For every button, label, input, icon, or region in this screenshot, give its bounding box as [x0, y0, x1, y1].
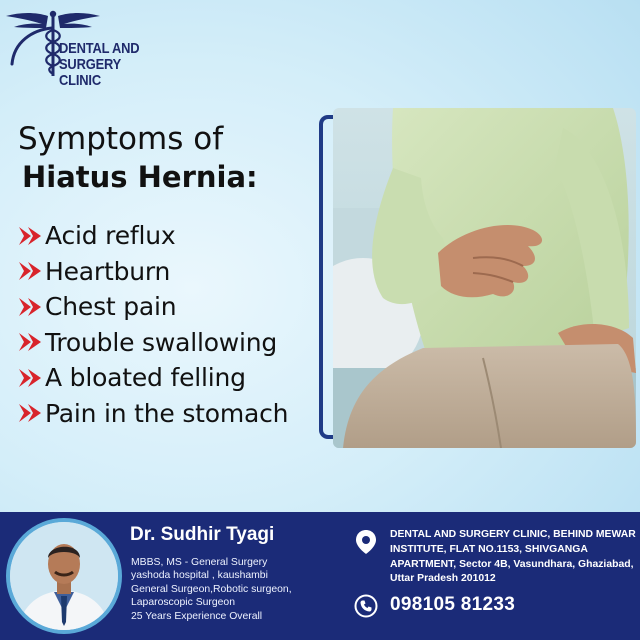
red-arrow-bullet-icon: [18, 226, 42, 246]
logo-text-line2: SURGERY CLINIC: [59, 56, 121, 89]
logo-wordmark: [59, 41, 160, 89]
clinic-address: DENTAL AND SURGERY CLINIC, BEHIND MEWAR INSTITUTE, FLAT NO.1153, SHIVGANGA APARTMENT, Sector 4B, Vasundhara, Ghaziabad, Uttar Pradesh 201012: [390, 529, 636, 585]
red-arrow-bullet-icon: [18, 261, 42, 281]
red-arrow-bullet-icon: [18, 297, 42, 317]
phone-number[interactable]: 098105 81233: [390, 594, 516, 615]
location-pin-icon: [355, 529, 377, 555]
list-item: [18, 289, 288, 325]
logo-text-line1: DENTAL AND: [59, 40, 140, 57]
symptom-label: Chest pain: [45, 292, 177, 322]
list-item: [18, 325, 288, 361]
symptom-label: Acid reflux: [45, 221, 176, 251]
qualification-line: Laparoscopic Surgeon: [131, 597, 235, 609]
person-holding-stomach-photo: [333, 108, 636, 448]
headline-line1: Symptoms of: [18, 121, 224, 157]
qualification-line: 25 Years Experience Overall: [131, 610, 263, 622]
red-arrow-bullet-icon: [18, 403, 42, 423]
red-arrow-bullet-icon: [18, 332, 42, 352]
phone-icon: [354, 594, 378, 618]
person-holding-stomach-illustration: [333, 108, 636, 448]
symptom-label: Trouble swallowing: [45, 327, 278, 357]
avatar: [6, 518, 122, 634]
headline-line2: Hiatus Hernia:: [22, 160, 258, 194]
list-item: [18, 396, 288, 432]
doctor-name: Dr. Sudhir Tyagi: [130, 524, 275, 545]
qualification-line: General Surgeon,Robotic surgeon,: [131, 583, 292, 595]
clinic-logo: [6, 8, 176, 89]
symptom-label: A bloated felling: [45, 363, 246, 393]
qualification-line: yashoda hospital , kaushambi: [131, 570, 268, 582]
symptoms-list: [18, 218, 288, 431]
doctor-portrait: [10, 522, 118, 630]
footer-banner: [0, 512, 640, 640]
symptom-label: Heartburn: [45, 256, 171, 286]
doctor-qualifications: [131, 556, 292, 623]
list-item: [18, 218, 288, 254]
red-arrow-bullet-icon: [18, 368, 42, 388]
qualification-line: MBBS, MS - General Surgery: [131, 557, 268, 568]
list-item: [18, 360, 288, 396]
headline: [18, 120, 258, 196]
symptom-label: Pain in the stomach: [45, 398, 289, 428]
list-item: [18, 254, 288, 290]
